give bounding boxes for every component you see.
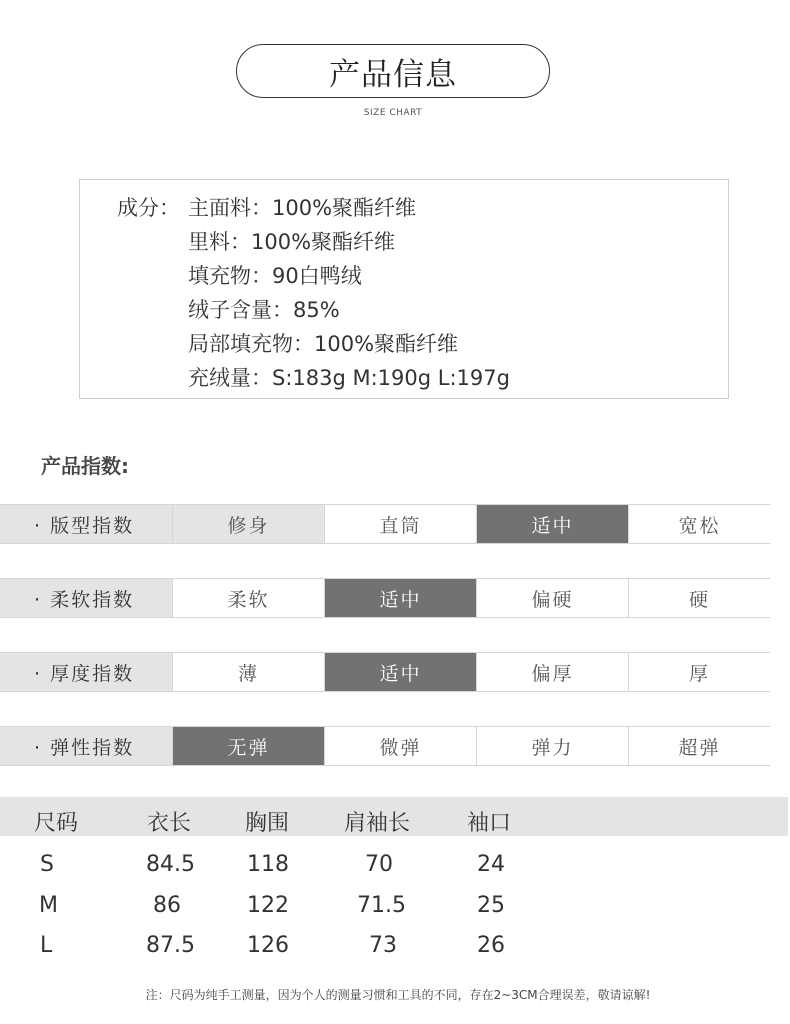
index-option: 硬 (628, 579, 770, 617)
index-row-thickness (0, 652, 770, 692)
size-header-cell: 袖口 (467, 811, 512, 836)
size-cell: 86 (153, 893, 181, 918)
index-section-title: 产品指数: (41, 454, 129, 478)
composition-line: 充绒量：S:183g M:190g L:197g (188, 366, 510, 390)
size-cell: 118 (247, 852, 289, 877)
size-header-cell: 胸围 (245, 811, 290, 836)
index-option: 偏厚 (476, 653, 628, 691)
index-row-fit (0, 504, 770, 544)
index-label: · 柔软指数 (0, 579, 172, 617)
size-cell: 122 (247, 893, 289, 918)
page-title (236, 44, 550, 98)
index-option-selected: 适中 (476, 505, 628, 543)
index-option-selected: 无弹 (172, 727, 324, 765)
size-cell: L (40, 933, 53, 958)
index-label: · 厚度指数 (0, 653, 172, 691)
size-cell: S (40, 852, 54, 877)
index-option-selected: 适中 (324, 579, 476, 617)
size-cell: 24 (477, 852, 505, 877)
index-option-selected: 适中 (324, 653, 476, 691)
size-header-cell: 衣长 (147, 811, 192, 836)
size-cell: 70 (365, 852, 393, 877)
index-row-elasticity (0, 726, 770, 766)
index-option: 薄 (172, 653, 324, 691)
index-option: 超弹 (628, 727, 770, 765)
composition-line: 里料：100%聚酯纤维 (188, 230, 396, 254)
index-label: · 版型指数 (0, 505, 172, 543)
index-option: 柔软 (172, 579, 324, 617)
index-label: · 弹性指数 (0, 727, 172, 765)
measurement-note: 注：尺码为纯手工测量，因为个人的测量习惯和工具的不同，存在2~3CM合理误差，敬请谅解! (145, 988, 651, 1002)
index-row-softness (0, 578, 770, 618)
index-option: 微弹 (324, 727, 476, 765)
index-option: 直筒 (324, 505, 476, 543)
composition-line: 局部填充物：100%聚酯纤维 (188, 332, 459, 356)
size-header-cell: 尺码 (34, 811, 79, 836)
composition-line: 主面料：100%聚酯纤维 (188, 196, 417, 220)
composition-label: 成分： (117, 196, 180, 220)
size-header-cell: 肩袖长 (344, 811, 411, 836)
size-cell: 71.5 (357, 893, 406, 918)
size-cell: 26 (477, 933, 505, 958)
index-option: 厚 (628, 653, 770, 691)
index-option: 修身 (172, 505, 324, 543)
size-cell: M (39, 893, 58, 918)
size-cell: 84.5 (146, 852, 195, 877)
size-cell: 126 (247, 933, 289, 958)
index-option: 偏硬 (476, 579, 628, 617)
page-title-text: 产品信息 (329, 56, 457, 93)
size-cell: 73 (369, 933, 397, 958)
size-cell: 87.5 (146, 933, 195, 958)
composition-line: 填充物：90白鸭绒 (188, 264, 362, 288)
index-option: 弹力 (476, 727, 628, 765)
page-subtitle: SIZE CHART (363, 108, 423, 118)
composition-line: 绒子含量：85% (188, 298, 340, 322)
index-option: 宽松 (628, 505, 770, 543)
size-cell: 25 (477, 893, 505, 918)
